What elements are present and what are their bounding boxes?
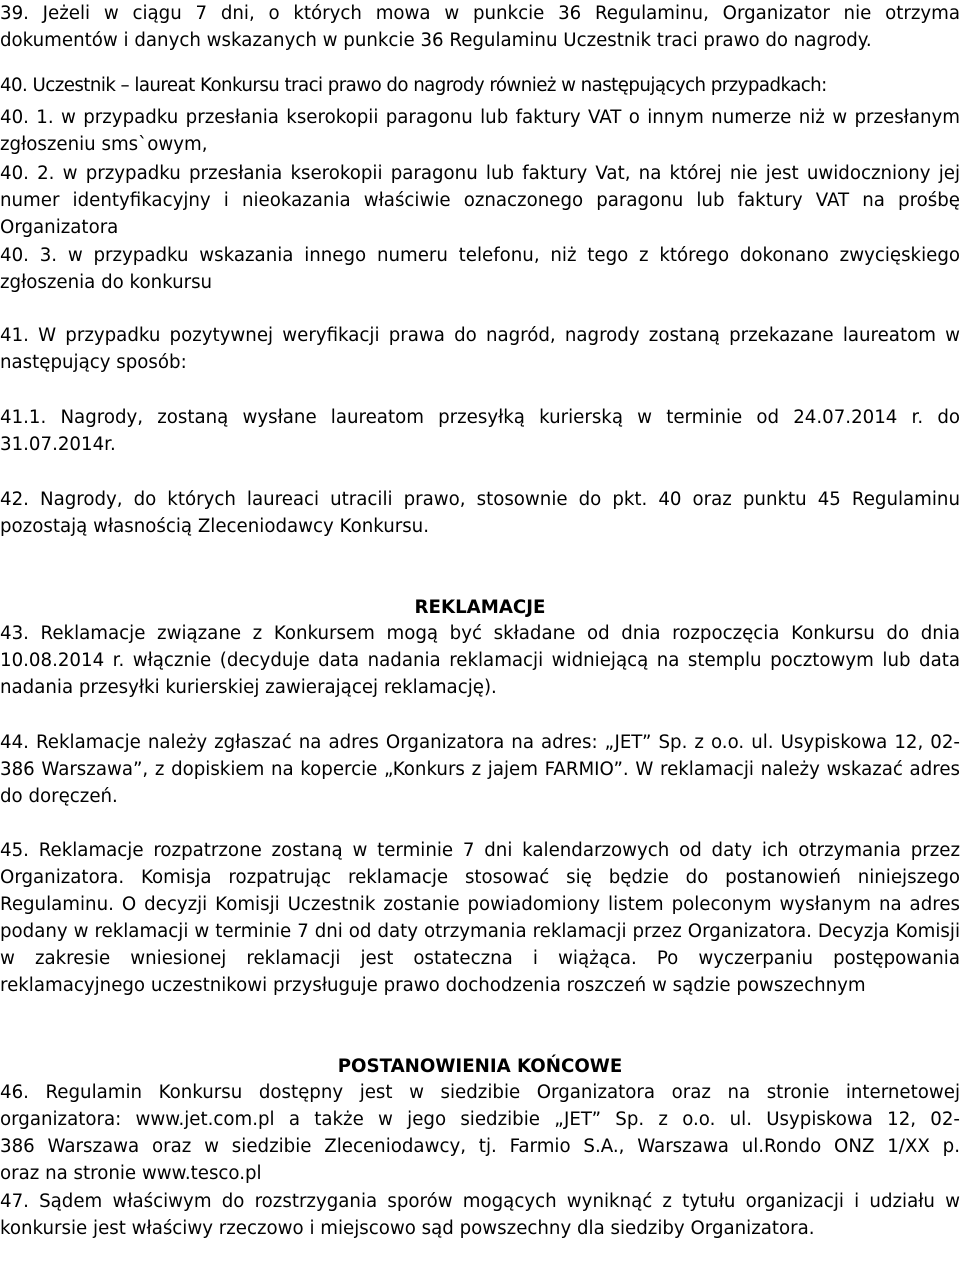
paragraph-46-line: 386 Warszawa oraz w siedzibie Zleceniodawcy, tj. Farmio S.A., Warszawa ul.Rondo ONZ 1/XX p. <box>0 1136 960 1157</box>
section-heading-postanowienia-koncowe: POSTANOWIENIA KOŃCOWE <box>337 1056 623 1077</box>
paragraph-45: 45. Reklamacje rozpatrzone zostaną w terminie 7 dni kalendarzowych od daty ich otrzymania przez Organizatora. Komisja rozpatrując reklamacje stosować się będzie do postanowień niniejszego Regulaminu. O decyzji Komisji Uczestnik zostanie powiadomiony listem poleconym wysłanym na adres podany w reklamacji w terminie 7 dni od daty otrzymania reklamacji przez Organizatora. Decyzja Komisji w zakresie wniesionej reklamacji jest ostateczna i wiążąca. Po wyczerpaniu postępowania reklamacyjnego uczestnikowi przysługuje prawo dochodzenia roszczeń w sądzie powszechnym <box>0 840 960 996</box>
paragraph-40-1: 40. 1. w przypadku przesłania kserokopii paragonu lub faktury VAT o innym numerze niż w przesłanym zgłoszeniu sms`owym, <box>0 107 960 155</box>
paragraph-42: 42. Nagrody, do których laureaci utracili prawo, stosownie do pkt. 40 oraz punktu 45 Regulaminu pozostają własnością Zleceniodawcy Konkursu. <box>0 489 960 537</box>
paragraph-44: 44. Reklamacje należy zgłaszać na adres Organizatora na adres: „JET” Sp. z o.o. ul. Usypiskowa 12, 02-386 Warszawa”, z dopiskiem na kopercie „Konkurs z jajem FARMIO”. W reklamacji należy wskazać adres do doręczeń. <box>0 732 960 807</box>
paragraph-41-1: 41.1. Nagrody, zostaną wysłane laureatom przesyłką kurierską w terminie od 24.07.2014 r. do 31.07.2014r. <box>0 407 960 455</box>
paragraph-47: 47. Sądem właściwym do rozstrzygania sporów mogących wyniknąć z tytułu organizacji i udziału w konkursie jest właściwy rzeczowo i miejscowo sąd powszechny dla siedziby Organizatora. <box>0 1191 960 1239</box>
paragraph-39: 39. Jeżeli w ciągu 7 dni, o których mowa w punkcie 36 Regulaminu, Organizator nie otrzyma dokumentów i danych wskazanych w punkcie 36 Regulaminu Uczestnik traci prawo do nagrody. <box>0 3 960 51</box>
paragraph-46-line: 46. Regulamin Konkursu dostępny jest w siedzibie Organizatora oraz na stronie internetowej <box>0 1082 960 1103</box>
paragraph-46-line: organizatora: www.jet.com.pl a także w jego siedzibie „JET” Sp. z o.o. ul. Usypiskowa 12, 02- <box>0 1109 960 1130</box>
paragraph-41: 41. W przypadku pozytywnej weryfikacji prawa do nagród, nagrody zostaną przekazane laureatom w następujący sposób: <box>0 325 960 373</box>
paragraph-46 <box>0 1079 960 1187</box>
section-heading-reklamacje: REKLAMACJE <box>414 597 546 618</box>
paragraph-46-line: oraz na stronie www.tesco.pl <box>0 1163 262 1184</box>
paragraph-40: 40. Uczestnik – laureat Konkursu traci prawo do nagrody również w następujących przypadkach: <box>0 75 827 96</box>
paragraph-43: 43. Reklamacje związane z Konkursem mogą być składane od dnia rozpoczęcia Konkursu do dnia 10.08.2014 r. włącznie (decyduje data nadania reklamacji widniejącą na stemplu pocztowym lub data nadania przesyłki kurierskiej zawierającej reklamację). <box>0 623 960 698</box>
paragraph-40-3: 40. 3. w przypadku wskazania innego numeru telefonu, niż tego z którego dokonano zwycięskiego zgłoszenia do konkursu <box>0 245 960 293</box>
paragraph-40-2: 40. 2. w przypadku przesłania kserokopii paragonu lub faktury Vat, na której nie jest uwidoczniony jej numer identyfikacyjny i nieokazania właściwie oznaczonego paragonu lub faktury VAT na prośbę Organizatora <box>0 163 960 238</box>
